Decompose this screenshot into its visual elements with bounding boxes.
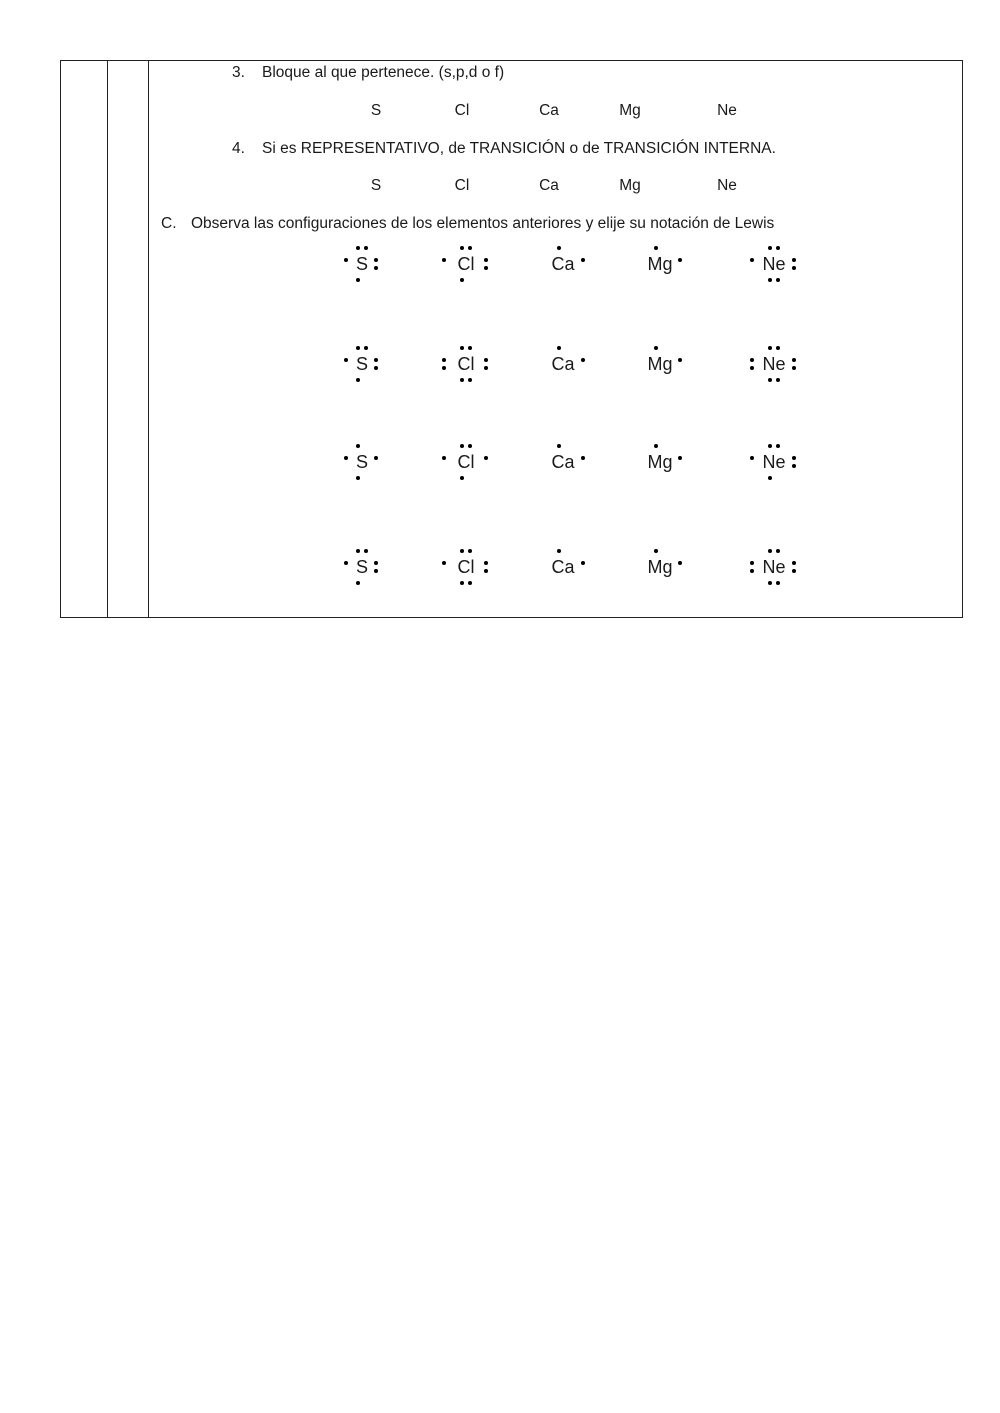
lewis-structure-ne[interactable] <box>744 239 804 289</box>
lewis-symbol: Cl <box>457 557 475 577</box>
lewis-structure-cl[interactable] <box>436 339 496 389</box>
lewis-symbol: Ne <box>762 254 786 274</box>
electron-dot <box>768 346 772 350</box>
electron-dot <box>356 278 360 282</box>
element-label: S <box>370 177 382 194</box>
table-column-divider <box>148 61 149 617</box>
electron-dot <box>557 444 561 448</box>
electron-dot <box>374 561 378 565</box>
electron-dot <box>678 456 682 460</box>
electron-dot <box>654 549 658 553</box>
lewis-symbol: Mg <box>647 452 673 472</box>
electron-dot <box>364 346 368 350</box>
electron-dot <box>750 561 754 565</box>
electron-dot <box>374 258 378 262</box>
lewis-symbol: S <box>355 452 369 472</box>
electron-dot <box>792 456 796 460</box>
electron-dot <box>468 346 472 350</box>
item-4-number: 4. <box>232 140 245 157</box>
electron-dot <box>484 456 488 460</box>
electron-dot <box>768 581 772 585</box>
electron-dot <box>792 358 796 362</box>
electron-dot <box>581 358 585 362</box>
electron-dot <box>678 358 682 362</box>
electron-dot <box>442 366 446 370</box>
electron-dot <box>460 246 464 250</box>
electron-dot <box>374 456 378 460</box>
electron-dot <box>442 561 446 565</box>
element-label: Ca <box>539 102 559 119</box>
section-c-letter: C. <box>161 215 177 232</box>
lewis-symbol: Ne <box>762 354 786 374</box>
electron-dot <box>468 378 472 382</box>
electron-dot <box>792 366 796 370</box>
electron-dot <box>750 569 754 573</box>
lewis-symbol: S <box>355 557 369 577</box>
electron-dot <box>364 246 368 250</box>
electron-dot <box>776 346 780 350</box>
electron-dot <box>460 549 464 553</box>
electron-dot <box>750 366 754 370</box>
electron-dot <box>460 581 464 585</box>
electron-dot <box>557 549 561 553</box>
lewis-symbol: S <box>355 354 369 374</box>
electron-dot <box>442 456 446 460</box>
electron-dot <box>356 444 360 448</box>
electron-dot <box>344 561 348 565</box>
element-label: Mg <box>619 102 641 119</box>
lewis-symbol: Mg <box>647 254 673 274</box>
lewis-structure-mg[interactable] <box>630 542 690 592</box>
lewis-symbol: Ca <box>551 557 575 577</box>
electron-dot <box>374 266 378 270</box>
element-label: Ca <box>539 177 559 194</box>
electron-dot <box>678 258 682 262</box>
electron-dot <box>468 581 472 585</box>
electron-dot <box>776 444 780 448</box>
lewis-structure-s[interactable] <box>332 239 392 289</box>
electron-dot <box>768 246 772 250</box>
lewis-structure-cl[interactable] <box>436 239 496 289</box>
lewis-structure-mg[interactable] <box>630 437 690 487</box>
lewis-structure-s[interactable] <box>332 437 392 487</box>
electron-dot <box>460 346 464 350</box>
electron-dot <box>374 569 378 573</box>
lewis-symbol: Ne <box>762 557 786 577</box>
electron-dot <box>484 366 488 370</box>
lewis-structure-ne[interactable] <box>744 339 804 389</box>
lewis-symbol: Cl <box>457 354 475 374</box>
electron-dot <box>678 561 682 565</box>
electron-dot <box>484 258 488 262</box>
electron-dot <box>468 246 472 250</box>
electron-dot <box>776 278 780 282</box>
electron-dot <box>484 561 488 565</box>
electron-dot <box>768 549 772 553</box>
lewis-structure-ca[interactable] <box>533 239 593 289</box>
lewis-structure-mg[interactable] <box>630 239 690 289</box>
lewis-symbol: Ca <box>551 254 575 274</box>
section-c-text: Observa las configuraciones de los elementos anteriores y elije su notación de Lewis <box>191 215 775 232</box>
electron-dot <box>750 358 754 362</box>
electron-dot <box>374 358 378 362</box>
electron-dot <box>460 278 464 282</box>
element-label: Cl <box>454 102 470 119</box>
element-label: Ne <box>717 177 737 194</box>
lewis-structure-cl[interactable] <box>436 437 496 487</box>
electron-dot <box>768 444 772 448</box>
electron-dot <box>750 456 754 460</box>
lewis-symbol: S <box>355 254 369 274</box>
electron-dot <box>364 549 368 553</box>
electron-dot <box>581 456 585 460</box>
item-4-text: Si es REPRESENTATIVO, de TRANSICIÓN o de TRANSICIÓN INTERNA. <box>262 140 776 157</box>
lewis-symbol: Ca <box>551 354 575 374</box>
lewis-symbol: Cl <box>457 452 475 472</box>
lewis-structure-s[interactable] <box>332 339 392 389</box>
electron-dot <box>654 346 658 350</box>
element-label: S <box>370 102 382 119</box>
lewis-symbol: Mg <box>647 354 673 374</box>
lewis-structure-ne[interactable] <box>744 542 804 592</box>
element-label: Ne <box>717 102 737 119</box>
lewis-structure-ca[interactable] <box>533 542 593 592</box>
lewis-structure-mg[interactable] <box>630 339 690 389</box>
electron-dot <box>356 246 360 250</box>
element-label: Mg <box>619 177 641 194</box>
lewis-structure-ne[interactable] <box>744 437 804 487</box>
electron-dot <box>442 258 446 262</box>
electron-dot <box>792 464 796 468</box>
electron-dot <box>776 246 780 250</box>
electron-dot <box>356 378 360 382</box>
electron-dot <box>344 258 348 262</box>
electron-dot <box>468 549 472 553</box>
electron-dot <box>768 278 772 282</box>
electron-dot <box>344 456 348 460</box>
electron-dot <box>654 246 658 250</box>
electron-dot <box>581 258 585 262</box>
electron-dot <box>484 266 488 270</box>
item-3-text: Bloque al que pertenece. (s,p,d o f) <box>262 64 505 81</box>
electron-dot <box>792 569 796 573</box>
lewis-symbol: Mg <box>647 557 673 577</box>
electron-dot <box>768 378 772 382</box>
electron-dot <box>468 444 472 448</box>
electron-dot <box>484 569 488 573</box>
electron-dot <box>484 358 488 362</box>
electron-dot <box>581 561 585 565</box>
lewis-structure-cl[interactable] <box>436 542 496 592</box>
lewis-structure-ca[interactable] <box>533 437 593 487</box>
electron-dot <box>776 378 780 382</box>
lewis-symbol: Cl <box>457 254 475 274</box>
electron-dot <box>557 246 561 250</box>
electron-dot <box>776 549 780 553</box>
electron-dot <box>460 476 464 480</box>
electron-dot <box>356 346 360 350</box>
electron-dot <box>557 346 561 350</box>
electron-dot <box>460 378 464 382</box>
electron-dot <box>344 358 348 362</box>
electron-dot <box>356 581 360 585</box>
electron-dot <box>792 561 796 565</box>
element-label: Cl <box>454 177 470 194</box>
electron-dot <box>792 266 796 270</box>
electron-dot <box>356 476 360 480</box>
electron-dot <box>654 444 658 448</box>
electron-dot <box>442 358 446 362</box>
lewis-symbol: Ca <box>551 452 575 472</box>
electron-dot <box>768 476 772 480</box>
electron-dot <box>356 549 360 553</box>
lewis-symbol: Ne <box>762 452 786 472</box>
electron-dot <box>460 444 464 448</box>
lewis-structure-s[interactable] <box>332 542 392 592</box>
electron-dot <box>750 258 754 262</box>
item-3-number: 3. <box>232 64 245 81</box>
electron-dot <box>374 366 378 370</box>
electron-dot <box>792 258 796 262</box>
lewis-structure-ca[interactable] <box>533 339 593 389</box>
electron-dot <box>776 581 780 585</box>
table-column-divider <box>107 61 108 617</box>
